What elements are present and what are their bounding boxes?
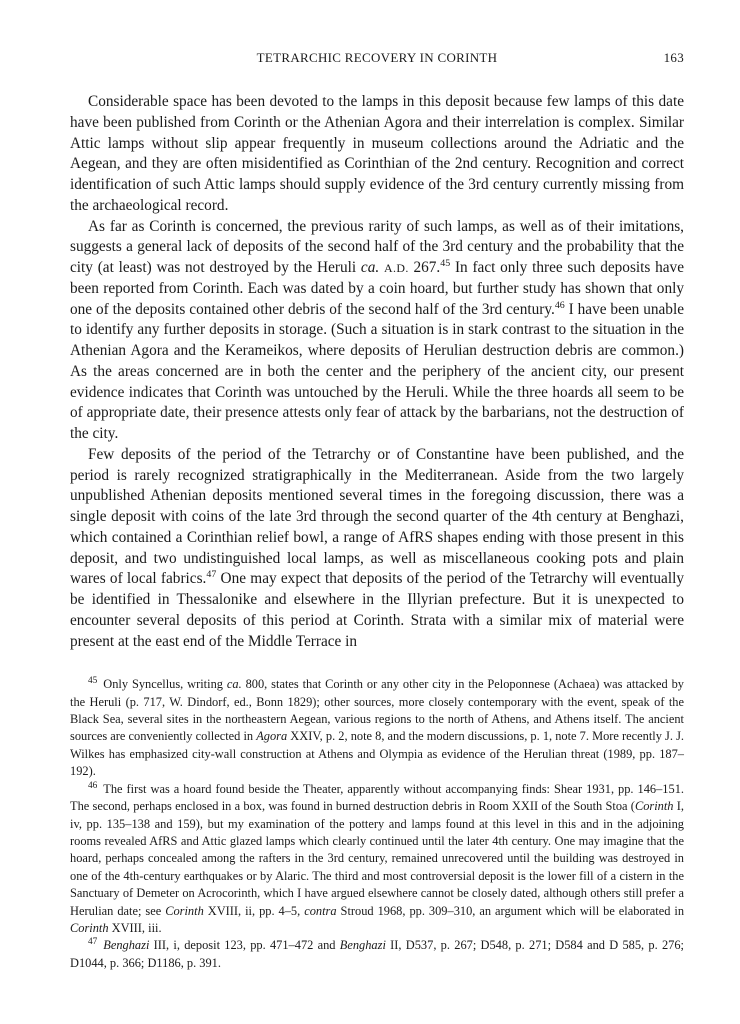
paragraph-2: As far as Corinth is concerned, the previous rarity of such lamps, as well as of their imitations, suggests a general lack of deposits of the second half of the 3rd century and the probability that the city (at least) was not destroyed by the Heruli ca. A.D. 267.45 In fact only three such deposits have been reported from Corinth. Each was dated by a coin hoard, but further study has shown that only one of the deposits contained other debris of the second half of the 3rd century.$^{46}$ I have been unable to identify any further deposits in storage. (Such a situation is in stark contrast to the situation in the Athenian Agora and the Kerameikos, where deposits of Herulian destruction debris are common.) As the areas concerned are in both the center and the periphery of the ancient city, our present evidence indicates that Corinth was untouched by the Heruli. While the three hoards all seem to be of appropriate date, their presence attests only fear of attack by the barbarians, not the destruction of the city. <box>70 217 684 442</box>
paragraph-3: Few deposits of the period of the Tetrarchy or of Constantine have been published, and the period is rarely recognized stratigraphically in the Mediterranean. Aside from the two largely unpublished Athenian deposits mentioned several times in the foregoing discussion, there was a single deposit with coins of the late 3rd through the second quarter of the 4th century at Benghazi, which contained a Corinthian relief bowl, a range of AfRS shapes ending with those present in this deposit, and two undistinguished local lamps, as well as miscellaneous cooking pots and plain wares of local fabrics.$^{47}$ One may expect that deposits of the period of the Tetrarchy will eventually be identified in Thessalonike and elsewhere in the Illyrian prefecture. But it is unexpected to encounter several deposits of this period at Corinth. Strata with a similar mix of material were present at the east end of the Middle Terrace in <box>70 445 684 650</box>
page <box>70 50 684 972</box>
running-head <box>70 50 684 72</box>
running-title: TETRARCHIC RECOVERY IN CORINTH <box>256 50 498 65</box>
paragraph-1: Considerable space has been devoted to the lamps in this deposit because few lamps of this date have been published from Corinth or the Athenian Agora and their interrelation is complex. Similar Attic lamps without slip appear frequently in museum collections around the Adriatic and the Aegean, and they are often misidentified as Corinthian of the 2nd century. Recognition and correct identification of such Attic lamps should supply evidence of the 3rd century currently missing from the archaeological record. <box>70 93 684 214</box>
page-number: 163 <box>663 50 684 65</box>
footnote-45: $^{45}$ Only Syncellus, writing ca. 800, states that Corinth or any other city in the Peloponnese (Achaea) was attacked by the Heruli (p. 717, W. Dindorf, ed., Bonn 1829); other sources, more closely contemporary with the event, speak of the Black Sea, several sites in the northeastern Aegean, various regions to the north of Athens, and Athens itself. The ancient sources are conveniently collected in Agora XXIV, p. 2, note 8, and the modern discussions, p. 1, note 7. More recently J. J. Wilkes has emphasized city-wall construction at Athens and Olympia as evidence of the Herulian threat (1989, pp. 187–192). <box>70 676 684 779</box>
body-text <box>70 92 684 652</box>
footnote-47: $^{47}$ Benghazi III, i, deposit 123, pp. 471–472 and Benghazi II, D537, p. 267; D548, p. 271; D584 and D 585, p. 276; D1044, p. 366; D1186, p. 391. <box>70 937 684 970</box>
footnote-number: 45 <box>88 676 98 687</box>
footnotes <box>70 676 684 972</box>
footnote-number: 47 <box>88 937 98 948</box>
footnote-ref-47[interactable]: 47 <box>206 569 217 581</box>
footnote-ref-46[interactable]: 46 <box>554 299 565 311</box>
footnote-ref-45[interactable]: 45 <box>440 257 451 269</box>
footnote-46: $^{46}$ The first was a hoard found beside the Theater, apparently without accompanying finds: Shear 1931, pp. 146–151. The second, perhaps enclosed in a box, was found in burned destruction debris in Room XXII of the South Stoa (Corinth I, iv, pp. 135–138 and 159), but my examination of the pottery and lamps found at this level in this and in the adjoining rooms revealed AfRS and Attic glazed lamps which clearly continued until the later 4th century. One may imagine that the hoard, perhaps concealed among the rafters in the 3rd century, remained unrecovered until the building was destroyed in one of the 4th-century earthquakes or by Alaric. The third and most controversial deposit is the lower fill of a cistern in the Sanctuary of Demeter on Acrocorinth, which I have argued elsewhere cannot be closely dated, although others still prefer a Herulian date; see Corinth XVIII, ii, pp. 4–5, contra Stroud 1968, pp. 309–310, an argument which will be elaborated in Corinth XVIII, iii. <box>70 780 685 935</box>
footnote-number: 46 <box>88 780 98 791</box>
